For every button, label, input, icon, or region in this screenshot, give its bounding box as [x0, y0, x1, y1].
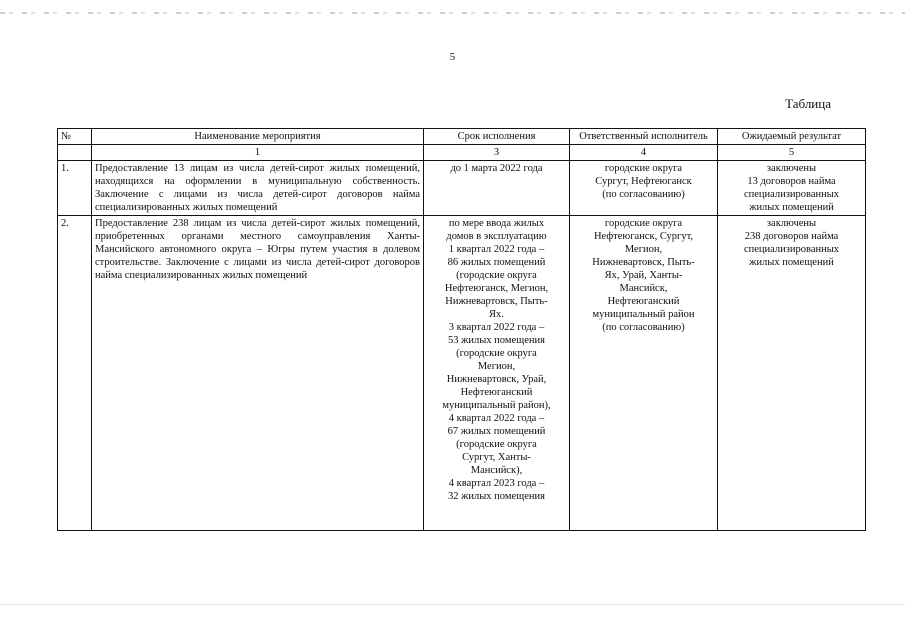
header-activity-name: Наименование мероприятия: [92, 129, 424, 145]
expected-result-line: жилых помещений: [749, 202, 834, 213]
deadline-line: 1 квартал 2022 года –: [448, 244, 545, 255]
expected-result-line: заключены: [766, 218, 817, 229]
responsible-line: Мансийск,: [619, 283, 668, 294]
activity-name: Предоставление 13 лицам из числа детей-сирот жилых помещений, находящихся на оформлении в муниципальную собственность. Заключение с лицами из числа детей-сирот договоров найма специализированных жилых помещений: [92, 161, 424, 216]
table-row: [58, 161, 866, 216]
responsible-line: Нефтеюганск, Сургут,: [593, 231, 694, 242]
deadline-line: Нижневартовск, Пыть-: [445, 296, 548, 307]
responsible-line: Нижневартовск, Пыть-: [592, 257, 695, 268]
header-expected-result: Ожидаемый результат: [718, 129, 866, 145]
column-number-cell: 3: [424, 145, 570, 161]
column-number-cell: [58, 145, 92, 161]
deadline-line: 67 жилых помещений: [447, 426, 546, 437]
scan-artifact-line: [0, 12, 905, 14]
responsible-line: муниципальный район: [592, 309, 695, 320]
column-number-row: [58, 145, 866, 161]
deadline-line: Ях.: [489, 309, 504, 320]
expected-result-line: 238 договоров найма: [744, 231, 839, 242]
expected-result-line: жилых помещений: [749, 257, 834, 268]
responsible-line: (по согласованию): [602, 189, 685, 200]
column-number-cell: 1: [92, 145, 424, 161]
responsible-line: Ях, Урай, Ханты-: [604, 270, 683, 281]
expected-result-cell: [718, 161, 866, 216]
deadline-line: Нижневартовск, Урай,: [446, 374, 547, 385]
table-caption: Таблица: [785, 96, 831, 111]
header-responsible: Ответственный исполнитель: [570, 129, 718, 145]
row-number: 1.: [58, 161, 92, 216]
table-body: [58, 161, 866, 531]
header-deadline: Срок исполнения: [424, 129, 570, 145]
responsible-line: Мегион,: [624, 244, 663, 255]
deadline-line: 4 квартал 2022 года –: [448, 413, 545, 424]
deadline-line: (городские округа: [456, 348, 537, 359]
deadline-line: 86 жилых помещений: [447, 257, 546, 268]
deadline-line: (городские округа: [456, 439, 537, 450]
responsible-line: городские округа: [604, 218, 683, 229]
activities-table: [57, 128, 866, 531]
expected-result-line: 13 договоров найма: [747, 176, 836, 187]
activity-name: Предоставление 238 лицам из числа детей-сирот жилых помещений, приобретенных органами местного самоуправления Ханты-Мансийского автономного округа – Югры путем участия в долевом строительстве. Заключение с лицами из числа детей-сирот договоров найма специализированных жилых помещений: [92, 216, 424, 531]
deadline-line: до 1 марта 2022 года: [450, 163, 543, 174]
deadline-line: муниципальный район),: [442, 400, 551, 411]
deadline-cell: [424, 161, 570, 216]
table-header-row: [58, 129, 866, 145]
responsible-cell: [570, 161, 718, 216]
expected-result-line: специализированных: [743, 189, 840, 200]
responsible-line: Сургут, Нефтеюганск: [595, 176, 692, 187]
deadline-line: 53 жилых помещения: [448, 335, 545, 346]
expected-result-line: заключены: [766, 163, 817, 174]
column-number-cell: 5: [718, 145, 866, 161]
table-row: [58, 216, 866, 531]
deadline-line: 4 квартал 2023 года –: [448, 478, 545, 489]
deadline-line: 32 жилых помещения: [448, 491, 545, 502]
deadline-cell: [424, 216, 570, 531]
deadline-line: Нефтеюганский: [460, 387, 533, 398]
deadline-line: 3 квартал 2022 года –: [448, 322, 545, 333]
deadline-line: Мегион,: [477, 361, 516, 372]
row-number: 2.: [58, 216, 92, 531]
deadline-line: Сургут, Ханты-: [462, 452, 531, 463]
deadline-line: Мансийск),: [470, 465, 523, 476]
responsible-cell: [570, 216, 718, 531]
responsible-line: (по согласованию): [602, 322, 685, 333]
deadline-line: (городские округа: [456, 270, 537, 281]
header-number: №: [58, 129, 92, 145]
expected-result-cell: [718, 216, 866, 531]
expected-result-line: специализированных: [743, 244, 840, 255]
page-edge: [0, 604, 905, 605]
column-number-cell: 4: [570, 145, 718, 161]
responsible-line: городские округа: [604, 163, 683, 174]
responsible-line: Нефтеюганский: [607, 296, 680, 307]
deadline-line: Нефтеюганск, Мегион,: [444, 283, 549, 294]
deadline-line: по мере ввода жилых: [448, 218, 545, 229]
page-number: 5: [449, 51, 456, 63]
deadline-line: домов в эксплуатацию: [446, 231, 547, 242]
